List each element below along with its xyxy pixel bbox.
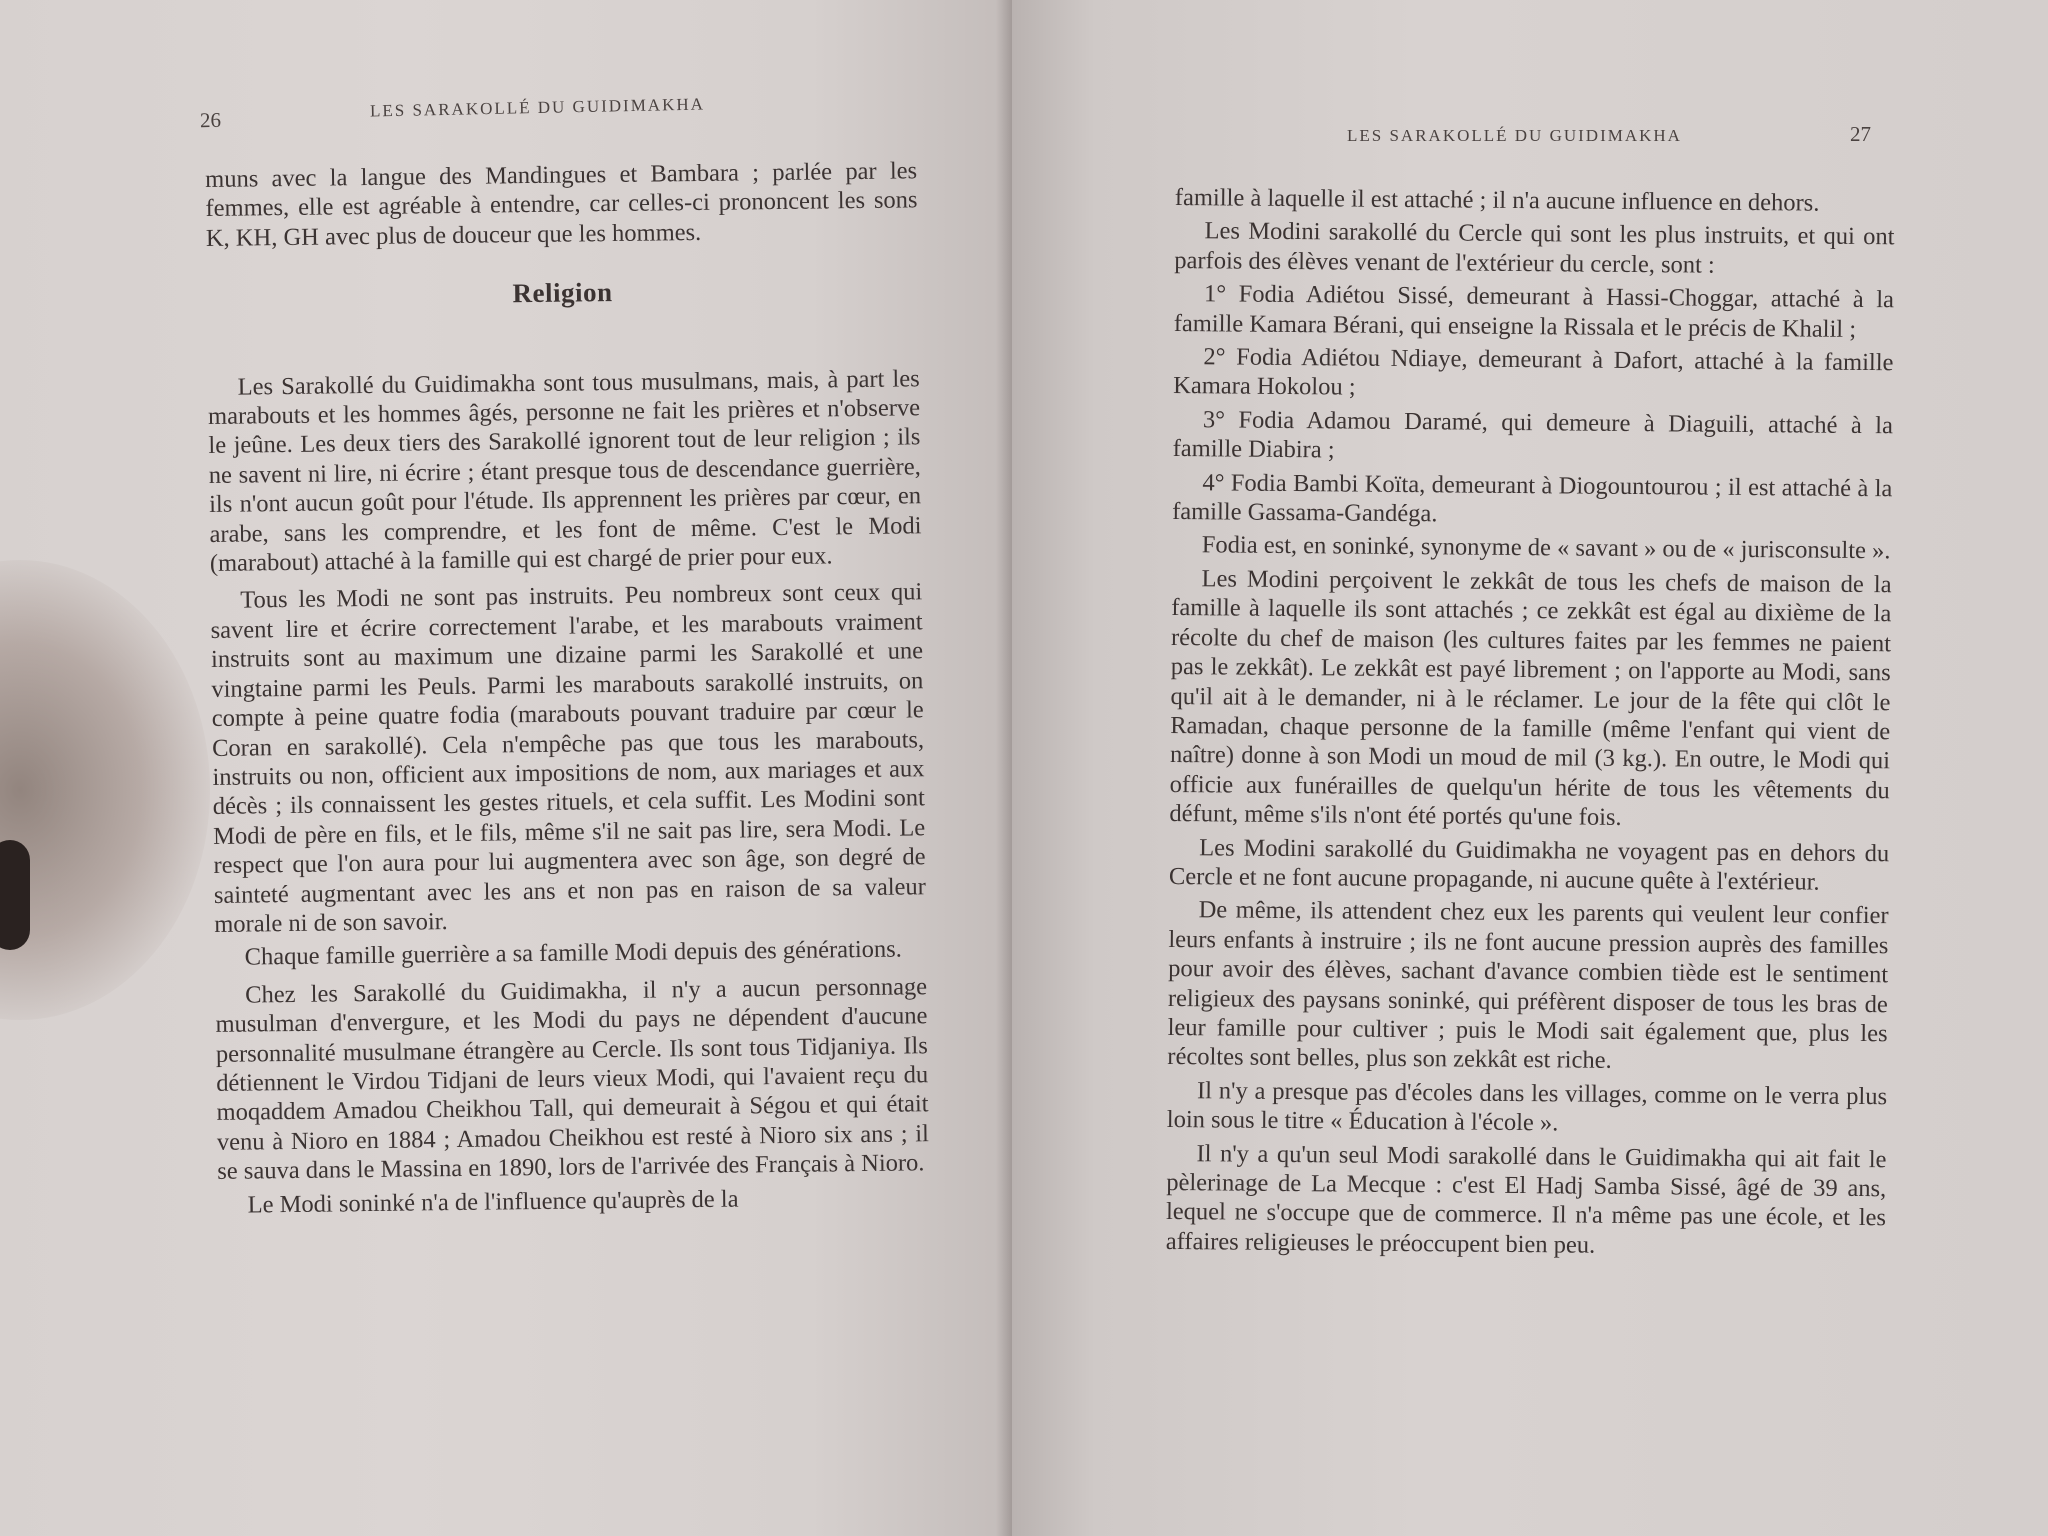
section-heading: Religion xyxy=(512,277,613,309)
paragraph: Le Modi soninké n'a de l'influence qu'auprès de la xyxy=(247,1185,739,1219)
paragraph: Les Modini perçoivent le zekkât de tous les chefs de maison de la famille à laquelle ils sont attachés ; ce zekkât est égal au dixième de la récolte du chef de maison (les cultures faites par les femmes ne paient pas le zekkât). Le zekkât est payé librement ; on l'apporte au Modi, sans qu'il ait à le demander, ni à le réclamer. Le jour de la fête qui clôt le Ramadan, chaque personne de la famille (même l'enfant qui vient de naître) donne à son Modi un moud de mil (3 kg.). En outre, le Modi qui officie aux funérailles de quelqu'un hérite de tous les vêtements du défunt, même s'ils n'ont été portés qu'une fois. xyxy=(1169,565,1892,832)
left-running-head: LES SARAKOLLÉ DU GUIDIMAKHA xyxy=(369,94,706,121)
list-item: 4° Fodia Bambi Koïta, demeurant à Diogountourou ; il est attaché à la famille Gassama-Gandéga. xyxy=(1172,468,1893,528)
left-page-number: 26 xyxy=(199,107,222,133)
right-text-block xyxy=(1166,183,1895,1266)
list-item: 1° Fodia Adiétou Sissé, demeurant à Hassi-Choggar, attaché à la famille Kamara Bérani, qui enseigne la Rissala et le précis de Khalil ; xyxy=(1173,280,1895,343)
paragraph: Les Modini sarakollé du Cercle qui sont les plus instruits, et qui ont parfois des élèves venant de l'extérieur du cercle, sont : xyxy=(1174,217,1895,279)
paragraph: De même, ils attendent chez eux les parents qui veulent leur confier leurs enfants à instruire ; ils ne font aucune pression auprès des familles pour avoir des élèves, sachant d'avance combien tiède est le sentiment religieux des paysans soninké, qui préfèrent disposer de tous les bras de leur famille pour cultiver ; puis le Modi sait également que, plus les récoltes sont belles, plus son zekkât est riche. xyxy=(1167,896,1889,1075)
paragraph: Il n'y a presque pas d'écoles dans les villages, comme on le verra plus loin sous le titre « Éducation à l'école ». xyxy=(1166,1077,1888,1137)
hand-shadow xyxy=(0,560,210,1020)
left-page xyxy=(0,0,1012,1536)
paragraph: famille à laquelle il est attaché ; il n'a aucune influence en dehors. xyxy=(1174,183,1820,217)
paragraph: Les Modini sarakollé du Guidimakha ne voyagent pas en dehors du Cercle et ne font aucune propagande, ni aucune quête à l'extérieur. xyxy=(1168,833,1890,896)
paragraph: Chez les Sarakollé du Guidimakha, il n'y a aucun personnage musulman d'envergure, et les Modi du pays ne dépendent d'aucune personnalité musulmane étrangère au Cercle. Ils sont tous Tidjaniya. Ils détiennent le Virdou Tidjani de leurs vieux Modi, qui l'avaient reçu du moqaddem Amadou Cheikhou Tall, qui demeurait à Ségou et qui était venu à Nioro en 1884 ; Amadou Cheikhou est resté à Nioro six ans ; il se sauva dans le Massina en 1890, lors de l'arrivée des Français à Nioro. xyxy=(215,972,930,1186)
continued-paragraph: muns avec la langue des Mandingues et Bambara ; parlée par les femmes, elle est agréable à entendre, car celles-ci prononcent les sons K, KH, GH avec plus de douceur que les hommes. xyxy=(205,157,918,252)
list-item: 2° Fodia Adiétou Ndiaye, demeurant à Dafort, attaché à la famille Kamara Hokolou ; xyxy=(1173,343,1894,402)
finger-tip xyxy=(0,840,30,950)
right-page-number: 27 xyxy=(1850,122,1871,146)
right-page xyxy=(1012,0,2048,1536)
right-running-head: LES SARAKOLLÉ DU GUIDIMAKHA xyxy=(1347,126,1682,145)
left-text-block xyxy=(205,156,930,1224)
paragraph: Fodia est, en soninké, synonyme de « savant » ou de « jurisconsulte ». xyxy=(1201,531,1891,565)
list-item: 3° Fodia Adamou Daramé, qui demeure à Diaguili, attaché à la famille Diabira ; xyxy=(1172,406,1894,464)
paragraph: Les Sarakollé du Guidimakha sont tous musulmans, mais, à part les marabouts et les hommes âgés, personne ne fait les prières et n'observe le jeûne. Les deux tiers des Sarakollé ignorent tout de leur religion ; ils ne savent ni lire, ni écrire ; étant presque tous de descendance guerrière, ils n'ont aucun goût pour l'étude. Ils apprennent les prières par cœur, en arabe, sans les comprendre, et les font de même. C'est le Modi (marabout) attaché à la famille qui est chargé de prier pour eux. xyxy=(207,364,922,578)
paragraph: Il n'y a qu'un seul Modi sarakollé dans le Guidimakha qui ait fait le pèlerinage de La Mecque : c'est El Hadj Samba Sissé, âgé de 39 ans, lequel ne s'occupe que de commerce. Il n'a même pas une école, et les affaires religieuses le préoccupent bien peu. xyxy=(1165,1139,1887,1259)
paragraph: Tous les Modi ne sont pas instruits. Peu nombreux sont ceux qui savent lire et écrire correctement l'arabe, et les marabouts vraiment instruits sont au maximum une dizaine parmi les Sarakollé et une vingtaine parmi les Peuls. Parmi les marabouts sarakollé instruits, on compte à peine quatre fodia (marabouts pouvant traduire par cœur le Coran en sarakollé). Cela n'empêche pas que tous les marabouts, instruits ou non, officient aux impositions de nom, aux mariages et aux décès ; ils connaissent les gestes rituels, et cela suffit. Les Modini sont Modi de père en fils, et le fils, même s'il ne sait pas lire, sera Modi. Le respect que l'on aura pour lui augmentera avec son âge, son degré de sainteté augmentant avec les ans et non pas en raison de sa valeur morale ni de son savoir. xyxy=(210,578,927,938)
paragraph: Chaque famille guerrière a sa famille Modi depuis des générations. xyxy=(244,935,903,971)
